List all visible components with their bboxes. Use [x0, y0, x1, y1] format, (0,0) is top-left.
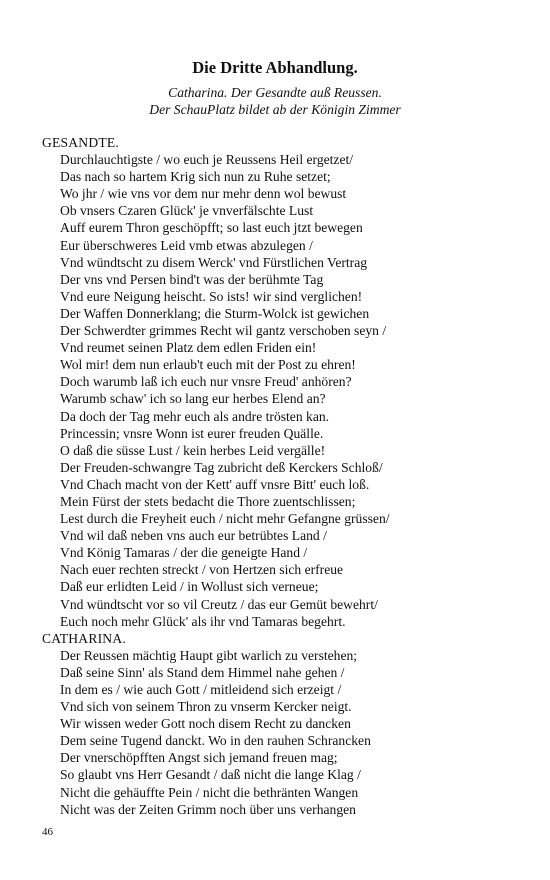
verse-line: Ob vnsers Czaren Glück' je vnverfälschte Lust — [60, 203, 314, 219]
verse-line: Dem seine Tugend danckt. Wo in den rauhen Schrancken — [60, 733, 371, 749]
stage-direction-characters: Catharina. Der Gesandte auß Reussen. — [168, 85, 382, 100]
verse-line: Daß eur erlidten Leid / in Wollust sich verneue; — [60, 579, 319, 595]
verse-line: Lest durch die Freyheit euch / nicht mehr Gefangne grüssen/ — [60, 511, 390, 527]
verse-line: Wo jhr / wie vns vor dem nur mehr denn wol bewust — [60, 186, 347, 202]
verse-line: Vnd sich von seinem Thron zu vnserm Kercker neigt. — [60, 699, 352, 715]
verse-line: Vnd eure Neigung heischt. So ists! wir sind verglichen! — [60, 288, 363, 304]
stage-direction-setting: Der SchauPlatz bildet ab der Königin Zimmer — [149, 102, 401, 117]
verse-line: Vnd wündtscht zu disem Werck' vnd Fürstlichen Vertrag — [60, 254, 368, 270]
verse-line: Doch warumb laß ich euch nur vnsre Freud' anhören? — [60, 374, 352, 390]
verse-line: Durchlauchtigste / wo euch je Reussens Heil ergetzet/ — [60, 152, 354, 168]
verse-line: Euch noch mehr Glück' als ihr vnd Tamaras begehrt. — [60, 613, 346, 629]
verse-line: Der vnerschöpfften Angst sich jemand freuen mag; — [60, 750, 338, 766]
verse-line: Der Schwerdter grimmes Recht wil gantz verschoben seyn / — [60, 323, 387, 339]
verse-line: O daß die süsse Lust / kein herbes Leid vergälle! — [60, 442, 326, 458]
verse-line: Vnd wil daß neben vns auch eur betrübtes Land / — [60, 528, 327, 544]
verse-line: Vnd Chach macht von der Kett' auff vnsre Bitt' euch loß. — [60, 476, 370, 492]
verse-line: Daß seine Sinn' als Stand dem Himmel nahe gehen / — [60, 664, 345, 680]
verse-line: Eur überschweres Leid vmb etwas abzulegen / — [60, 237, 313, 253]
verse-line: Das nach so hartem Krig sich nun zu Ruhe setzet; — [60, 169, 331, 185]
verse-line: Wir wissen weder Gott noch disem Recht zu dancken — [60, 716, 351, 732]
verse-line: Vnd wündtscht vor so vil Creutz / das eur Gemüt bewehrt/ — [60, 596, 378, 612]
speaker-name: CATHARINA. — [42, 630, 126, 646]
verse-line: Der Freuden-schwangre Tag zubricht deß Kerckers Schloß/ — [60, 459, 383, 475]
verse-line: Da doch der Tag mehr euch als andre trösten kan. — [60, 408, 330, 424]
verse-line: Der vns vnd Persen bind't was der berühmte Tag — [60, 271, 324, 287]
verse-line: Wol mir! dem nun erlaub't euch mit der Post zu ehren! — [60, 357, 356, 373]
verse-line: So glaubt vns Herr Gesandt / daß nicht die lange Klag / — [60, 767, 361, 783]
drama-text — [42, 134, 522, 818]
verse-line: Nach euer rechten streckt / von Hertzen sich erfreue — [60, 562, 344, 578]
verse-line: Auff eurem Thron geschöpfft; so last euch jtzt bewegen — [60, 220, 363, 236]
verse-line: Vnd reumet seinen Platz dem edlen Friden ein! — [60, 340, 317, 356]
verse-line: Princessin; vnsre Wonn ist eurer freuden Quälle. — [60, 425, 324, 441]
verse-line: Nicht was der Zeiten Grimm noch über uns verhangen — [60, 801, 356, 817]
act-heading: Die Dritte Abhandlung. — [192, 58, 358, 77]
verse-line: Vnd König Tamaras / der die geneigte Hand / — [60, 545, 308, 561]
verse-line: Nicht die gehäuffte Pein / nicht die bethränten Wangen — [60, 784, 359, 800]
page-number: 46 — [42, 826, 53, 838]
verse-line: Warumb schaw' ich so lang eur herbes Elend an? — [60, 391, 326, 407]
verse-line: Der Waffen Donnerklang; die Sturm-Wolck ist gewichen — [60, 305, 370, 321]
verse-line: Mein Fürst der stets bedacht die Thore zuentschlissen; — [60, 493, 356, 509]
speaker-name: GESANDTE. — [42, 135, 119, 150]
verse-line: Der Reussen mächtig Haupt gibt warlich zu verstehen; — [60, 647, 358, 663]
verse-line: In dem es / wie auch Gott / mitleidend sich erzeigt / — [60, 682, 342, 697]
